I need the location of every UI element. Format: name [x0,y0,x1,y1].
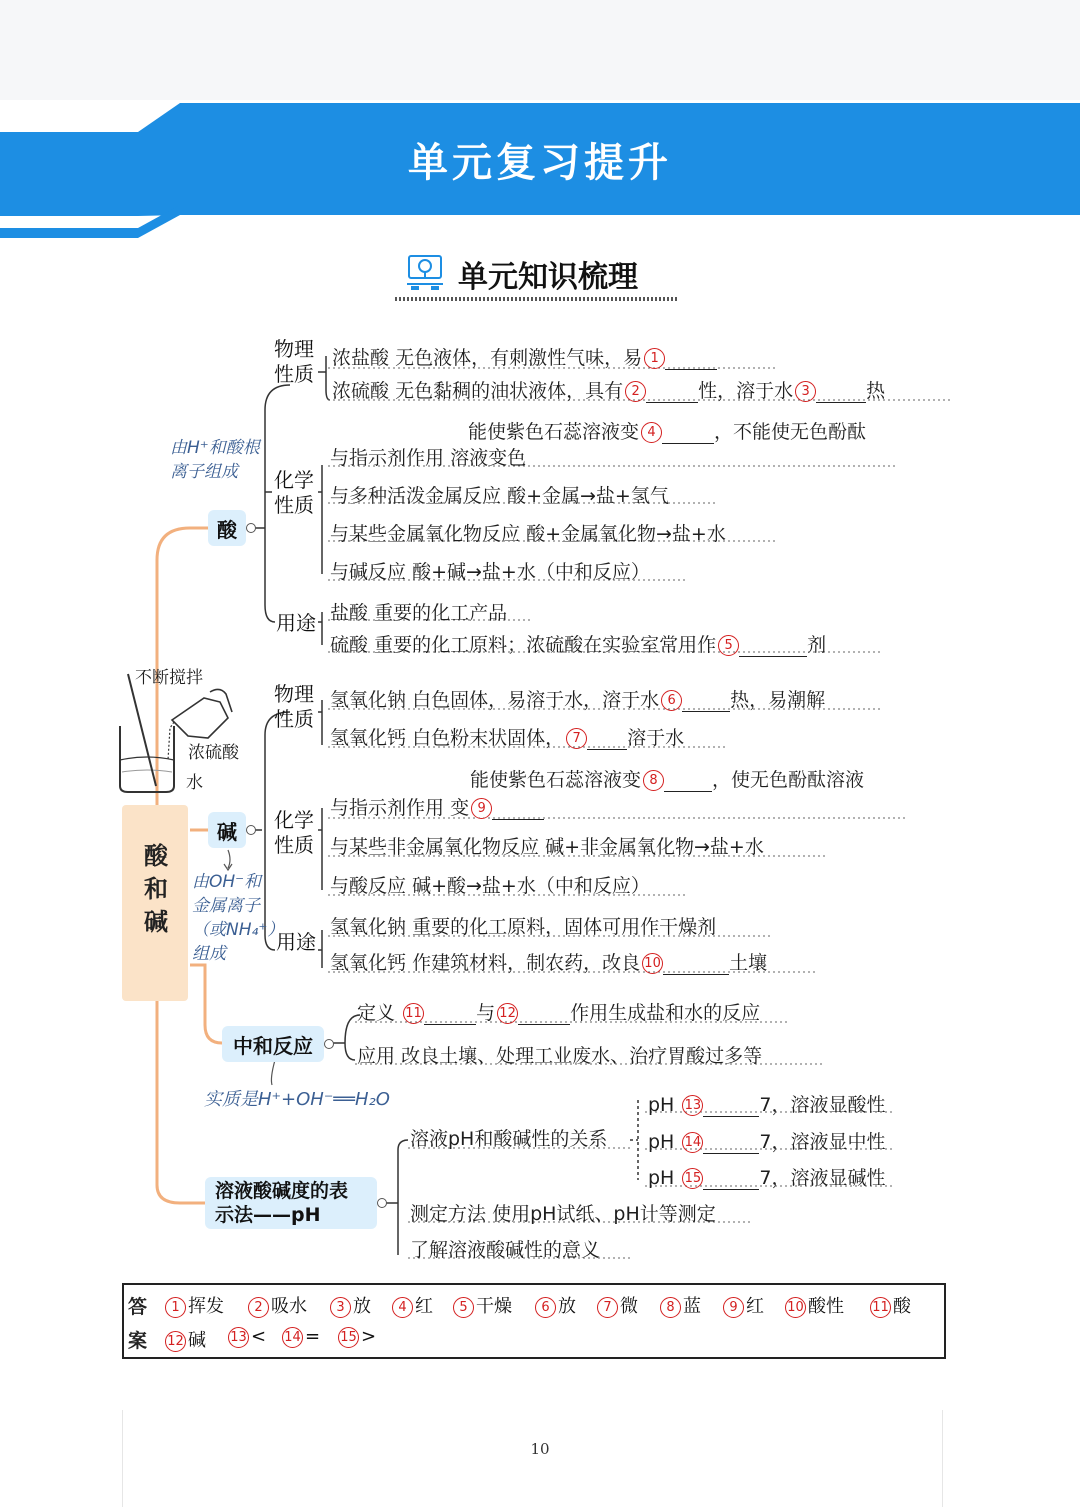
answer-marker-10: 10 [785,1297,806,1318]
acid-indicator-row [330,443,526,470]
ph-relation-label: 溶液pH和酸碱性的关系 [410,1128,608,1150]
blank-3[interactable] [816,384,866,403]
base-composition-2: 金属离子 [192,896,260,916]
ph-neutral-row [648,1127,886,1154]
answer-text-10: 酸性 [808,1296,844,1317]
answer-text-9: 红 [746,1296,764,1317]
ph-label-3: pH [648,1167,675,1189]
caoh-desc-a: 白色粉末状固体， [412,727,565,749]
center-label [134,840,178,939]
base-indicator-text-b: ，使无色酚酞溶液 [712,769,865,791]
marker-10: 10 [642,953,663,974]
marker-8: 8 [643,770,664,791]
marker-3: 3 [795,381,816,402]
use-hcl-name: 盐酸 [330,602,369,624]
acid-chemical-header-1: 化学 [274,468,314,492]
blank-8[interactable] [664,773,712,792]
acid-node: 酸 [208,510,246,546]
neutralization-definition-row [357,998,760,1025]
answer-text-8: 蓝 [683,1296,701,1317]
base-indicator-text: 能使紫色石蕊溶液变 [470,769,642,791]
answer-text-15: > [361,1326,377,1347]
ph-node-line-1: 溶液酸碱度的表 [215,1180,349,1202]
base-acid-desc: 碱+酸→盐+水（中和反应） [412,875,650,897]
answer-7 [597,1292,638,1318]
answer-text-1: 挥发 [188,1296,224,1317]
base-oxide-label: 与某些非金属氧化物反应 [330,836,540,858]
ph-acidic-row [648,1090,886,1117]
acid-base-label: 与碱反应 [330,561,407,583]
center-label-3: 碱 [144,908,168,936]
acid-chemical-header-2: 性质 [274,493,314,517]
h2so4-desc-c: 热 [866,380,886,402]
answer-12 [165,1326,206,1352]
answer-text-14: = [305,1326,321,1347]
answer-marker-2: 2 [248,1297,269,1318]
acid-indicator-desc: 溶液变色 [450,447,527,469]
naoh-name: 氢氧化钠 [330,689,407,711]
acid-indicator-text-b: ，不能使无色酚酞 [714,421,867,443]
acid-chemical-header [274,468,314,518]
base-composition [192,870,284,966]
answer-marker-11: 11 [870,1297,891,1318]
acid-indicator-line [468,417,866,444]
answer-9 [723,1292,764,1318]
marker-15: 15 [682,1168,703,1189]
naoh-desc-b: 热，易潮解 [730,689,826,711]
acid-physical-header-1: 物理 [274,337,314,361]
acid-oxide-row [330,519,726,546]
answer-4 [392,1292,433,1318]
hcl-desc: 无色液体，有刺激性气味，易 [395,347,643,369]
answer-text-7: 微 [620,1296,638,1317]
answer-marker-9: 9 [723,1297,744,1318]
method-desc: 使用pH试纸、pH计等测定 [492,1203,716,1225]
base-acid-row [330,871,650,898]
blank-6[interactable] [682,693,730,712]
answer-text-5: 干燥 [476,1296,512,1317]
use-h2so4-desc: 重要的化工原料；浓硫酸在实验室常用作 [374,634,717,656]
ph-basic-row [648,1163,886,1190]
answer-6 [535,1292,576,1318]
answer-text-12: 碱 [188,1330,206,1351]
use-naoh-desc: 重要的化工原料，固体可用作干燥剂 [412,916,717,938]
answer-marker-14: 14 [282,1327,303,1348]
answer-marker-8: 8 [660,1297,681,1318]
marker-5: 5 [718,635,739,656]
answer-8 [660,1292,701,1318]
acid-node-connector [246,523,256,533]
base-node-connector [246,825,256,835]
base-chemical-header-2: 性质 [274,833,314,857]
definition-end: 作用生成盐和水的反应 [570,1002,761,1024]
answer-marker-6: 6 [535,1297,556,1318]
acid-composition-2: 离子组成 [170,462,238,482]
blank-13[interactable] [703,1098,759,1117]
page-title: 单元复习提升 [408,139,672,186]
marker-6: 6 [661,690,682,711]
answer-marker-13: 13 [228,1327,249,1348]
acid-physical-header-2: 性质 [274,362,314,386]
acid-physical-header [274,337,314,387]
hcl-name: 浓盐酸 [332,347,390,369]
acid-indicator-text: 能使紫色石蕊溶液变 [468,421,640,443]
answer-15 [338,1326,376,1348]
application-label: 应用 [357,1045,396,1067]
acid-metal-row [330,481,669,508]
base-node: 碱 [208,812,246,848]
base-chemical-header-1: 化学 [274,808,314,832]
answer-marker-1: 1 [165,1297,186,1318]
center-label-1: 酸 [144,842,168,870]
blank-11[interactable] [424,1006,476,1025]
marker-7: 7 [566,728,587,749]
marker-13: 13 [682,1095,703,1116]
blank-4[interactable] [662,425,714,444]
marker-11: 11 [403,1003,424,1024]
answer-11 [870,1292,911,1318]
answer-marker-5: 5 [453,1297,474,1318]
base-composition-3: （或NH₄⁺） [192,920,285,940]
label-stir: 不断搅拌 [135,668,203,688]
ph-acidic-desc: 7，溶液显酸性 [759,1094,886,1116]
ph-label-2: pH [648,1131,675,1153]
acid-metal-label: 与多种活泼金属反应 [330,485,502,507]
answer-14 [282,1326,320,1348]
h2so4-desc-a: 无色黏稠的油状液体，具有 [395,380,624,402]
blank-7[interactable] [587,731,627,750]
answer-label-1: 答 [128,1296,148,1318]
naoh-desc-a: 白色固体，易溶于水，溶于水 [412,689,660,711]
page-edge-right [942,1410,943,1507]
answer-5 [453,1292,512,1318]
marker-2: 2 [625,381,646,402]
neutralization-node: 中和反应 [222,1026,324,1062]
page-number: 10 [530,1440,550,1458]
center-label-2: 和 [144,875,168,903]
base-physical-header [274,682,314,732]
acid-hcl-row [332,343,717,370]
application-desc: 改良土壤、处理工业废水、治疗胃酸过多等 [401,1045,763,1067]
use-hcl-desc: 重要的化工产品 [374,602,508,624]
acid-use-h2so4-row [330,630,826,657]
answer-text-3: 放 [353,1296,371,1317]
base-composition-1: 由OH⁻和 [192,872,262,892]
acid-indicator-label: 与指示剂作用 [330,447,445,469]
answer-1 [165,1292,224,1318]
marker-14: 14 [682,1132,703,1153]
acid-h2so4-row [332,376,885,403]
use-caoh-desc: 作建筑材料，制农药，改良 [412,952,641,974]
acid-base-desc: 酸+碱→盐+水（中和反应） [412,561,650,583]
definition-mid: 与 [476,1002,496,1024]
acid-composition-1: 由H⁺和酸根 [170,438,260,458]
blank-10[interactable] [663,956,729,975]
ph-node-line-2: 示法——pH [215,1204,321,1226]
ph-neutral-desc: 7，溶液显中性 [759,1131,886,1153]
ph-label-1: pH [648,1094,675,1116]
label-conc-sulfuric: 浓硫酸 [188,743,239,763]
base-acid-label: 与酸反应 [330,875,407,897]
acid-use-hcl-row [330,598,507,625]
page-edge-left [122,1410,123,1507]
blank-14[interactable] [703,1135,759,1154]
section-title: 单元知识梳理 [458,260,638,295]
ph-method-row [410,1199,716,1226]
answer-3 [330,1292,371,1318]
caoh-desc-b: 溶于水 [627,727,685,749]
answer-10 [785,1292,844,1318]
acid-oxide-label: 与某些金属氧化物反应 [330,523,521,545]
base-oxide-row [330,832,764,859]
answer-text-13: < [251,1326,267,1347]
answer-marker-15: 15 [338,1327,359,1348]
use-h2so4-name: 硫酸 [330,634,369,656]
marker-9: 9 [471,798,492,819]
base-physical-header-1: 物理 [274,682,314,706]
marker-12: 12 [497,1003,518,1024]
answer-2 [248,1292,307,1318]
base-indicator-desc: 变 [450,797,470,819]
ph-basic-desc: 7，溶液显碱性 [759,1167,886,1189]
marker-1: 1 [644,348,665,369]
use-caoh-name: 氢氧化钙 [330,952,407,974]
label-water: 水 [186,773,203,793]
answer-marker-12: 12 [165,1331,186,1352]
acid-use-header: 用途 [276,611,316,635]
answer-text-4: 红 [415,1296,433,1317]
definition-label: 定义 [357,1002,396,1024]
base-oxide-desc: 碱+非金属氧化物→盐+水 [545,836,764,858]
answer-text-6: 放 [558,1296,576,1317]
base-naoh-row [330,685,825,712]
acid-oxide-desc: 酸+金属氧化物→盐+水 [526,523,726,545]
caoh-name: 氢氧化钙 [330,727,407,749]
answer-13 [228,1326,266,1348]
base-physical-header-2: 性质 [274,707,314,731]
answer-marker-3: 3 [330,1297,351,1318]
base-chemical-header [274,808,314,858]
acid-metal-desc: 酸+金属→盐+氢气 [507,485,669,507]
blank-5[interactable] [739,638,807,657]
ph-node [205,1177,377,1229]
blank-15[interactable] [703,1171,759,1190]
h2so4-name: 浓硫酸 [332,380,390,402]
neutralization-application-row [357,1041,762,1068]
blank-12[interactable] [518,1006,570,1025]
h2so4-desc-b: 性，溶于水 [698,380,794,402]
neutralization-essence: 实质是H⁺+OH⁻══H₂O [204,1089,390,1110]
acid-base-row [330,557,650,584]
answer-text-2: 吸水 [271,1296,307,1317]
neutralization-node-connector [324,1039,334,1049]
method-label: 测定方法 [410,1203,487,1225]
base-use-naoh-row [330,912,716,939]
use-naoh-name: 氢氧化钠 [330,916,407,938]
answer-marker-7: 7 [597,1297,618,1318]
blank-9[interactable] [492,801,544,820]
base-indicator-line [470,765,864,792]
base-indicator-label: 与指示剂作用 [330,797,445,819]
answer-label-2: 案 [128,1330,148,1352]
answer-marker-4: 4 [392,1297,413,1318]
ph-meaning: 了解溶液酸碱性的意义 [410,1239,601,1261]
base-indicator-row [330,793,544,820]
marker-4: 4 [641,422,662,443]
blank-2[interactable] [646,384,698,403]
use-h2so4-desc-b: 剂 [807,634,827,656]
base-use-header: 用途 [276,930,316,954]
base-composition-4: 组成 [192,944,226,964]
base-use-caoh-row [330,948,767,975]
blank-1[interactable] [665,351,717,370]
acid-composition [170,436,260,484]
use-caoh-desc-b: 土壤 [729,952,768,974]
answer-text-11: 酸 [893,1296,911,1317]
ph-node-connector [377,1198,387,1208]
base-caoh-row [330,723,684,750]
answer-label [128,1290,152,1358]
